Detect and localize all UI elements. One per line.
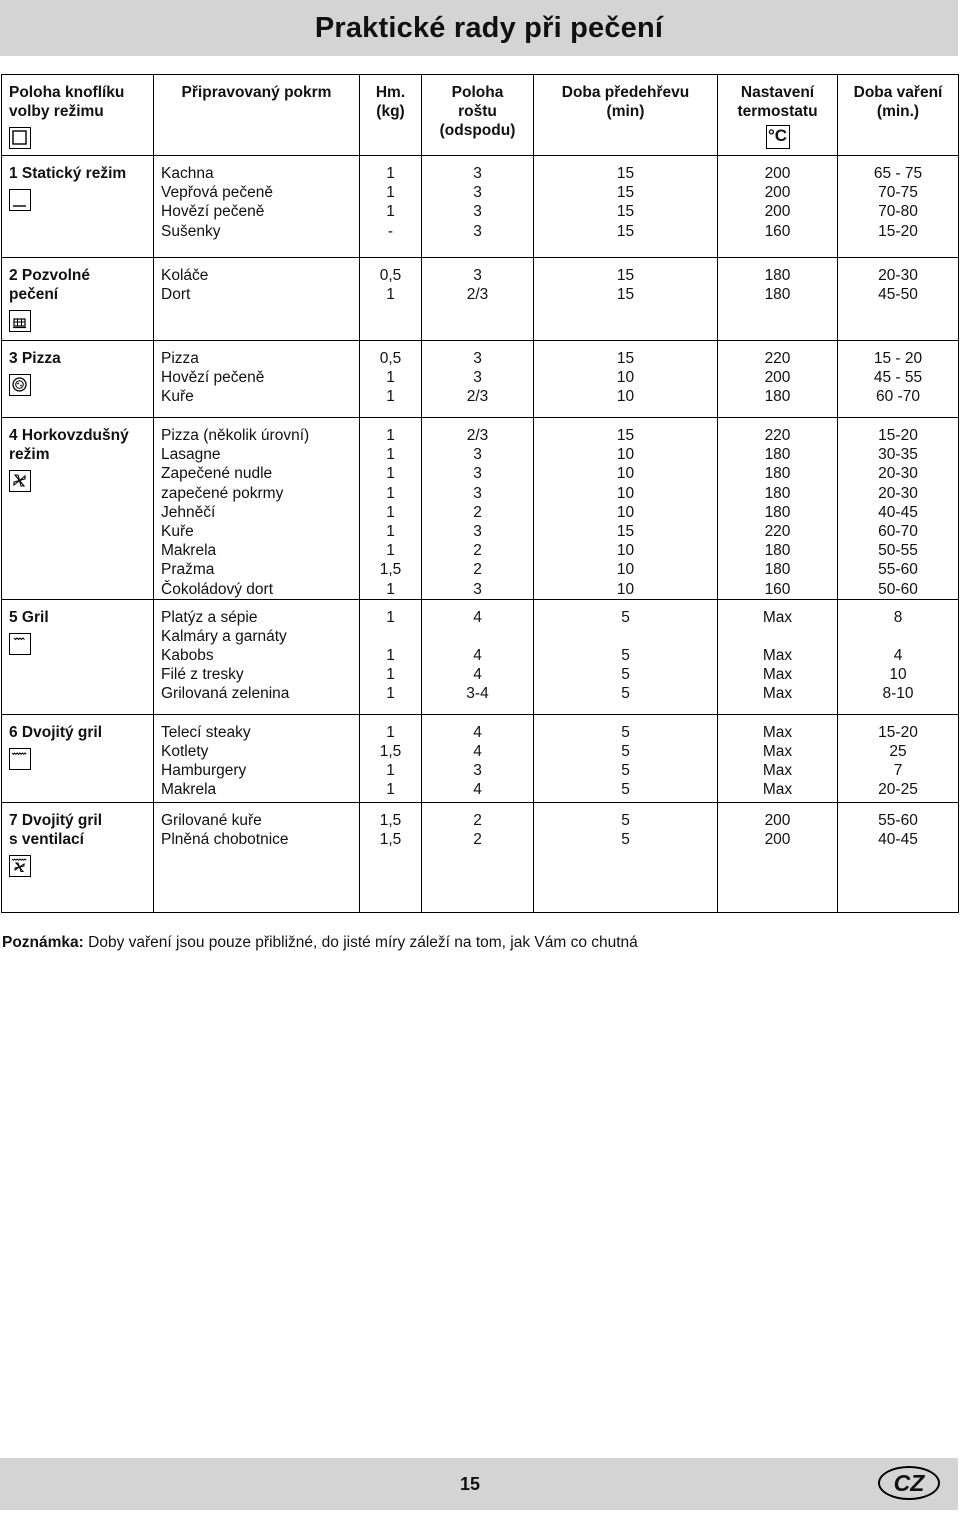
dish-value: Plněná chobotnice bbox=[161, 830, 289, 848]
header-preheat: Doba předehřevu (min) bbox=[534, 75, 718, 156]
static-mode-icon bbox=[9, 189, 31, 211]
weight-value: 1 bbox=[386, 647, 395, 665]
temp-cell bbox=[718, 714, 838, 802]
weight-value: - bbox=[387, 222, 394, 240]
time-value: 7 bbox=[893, 762, 903, 780]
weight-value: 1 bbox=[386, 427, 395, 444]
dish-value: Koláče bbox=[161, 267, 209, 284]
weight-value: 1 bbox=[386, 542, 395, 560]
shelf-value: 3 bbox=[473, 350, 482, 367]
shelf-value: 3 bbox=[473, 522, 482, 540]
temp-value bbox=[718, 627, 837, 646]
dish-value: Kabobs bbox=[161, 647, 214, 665]
dish-value: Pizza bbox=[161, 350, 199, 367]
weight-cell bbox=[360, 258, 422, 341]
time-value: 65 - 75 bbox=[873, 165, 923, 182]
title-bar bbox=[0, 0, 958, 56]
temp-value: 200 bbox=[764, 811, 791, 829]
time-value: 55-60 bbox=[878, 811, 918, 829]
weight-value: 1 bbox=[386, 184, 395, 202]
dish-value: Filé z tresky bbox=[161, 666, 244, 684]
mode-row bbox=[2, 156, 959, 258]
mode-cell bbox=[2, 714, 154, 802]
preheat-value: 15 bbox=[616, 286, 635, 304]
temp-value: 180 bbox=[764, 542, 791, 560]
shelf-cell bbox=[422, 802, 534, 912]
shelf-value: 3 bbox=[473, 465, 482, 483]
time-value: 20-30 bbox=[878, 267, 918, 284]
mode-cell bbox=[2, 341, 154, 418]
table-header-row bbox=[2, 75, 959, 156]
dish-value: Hamburgery bbox=[161, 762, 247, 780]
mode-cell bbox=[2, 258, 154, 341]
shelf-cell bbox=[422, 156, 534, 258]
preheat-value: 5 bbox=[621, 723, 630, 741]
slow-bake-icon bbox=[9, 310, 31, 332]
weight-value: 1,5 bbox=[379, 561, 402, 579]
preheat-value: 5 bbox=[621, 762, 630, 780]
shelf-cell bbox=[422, 341, 534, 418]
dish-value: Hovězí pečeně bbox=[161, 369, 265, 387]
shelf-value: 2 bbox=[473, 811, 482, 829]
shelf-value: 3 bbox=[473, 267, 482, 284]
temp-value: Max bbox=[762, 742, 793, 760]
header-shelf: Poloha roštu (odspodu) bbox=[422, 75, 534, 156]
language-badge: CZ bbox=[878, 1466, 940, 1500]
weight-value: 1 bbox=[386, 781, 395, 799]
time-value: 25 bbox=[889, 742, 907, 760]
oven-mode-icon bbox=[9, 127, 31, 149]
weight-value: 1,5 bbox=[379, 811, 402, 829]
time-value: 20-25 bbox=[878, 781, 918, 799]
time-value: 60-70 bbox=[878, 522, 918, 540]
mode-name: 5 Gril bbox=[9, 608, 49, 626]
temp-cell bbox=[718, 599, 838, 714]
temp-value: 200 bbox=[764, 369, 791, 387]
shelf-value: 2/3 bbox=[466, 286, 489, 304]
preheat-cell bbox=[534, 341, 718, 418]
temp-value: Max bbox=[762, 666, 793, 684]
temp-cell bbox=[718, 802, 838, 912]
temp-value: 220 bbox=[764, 427, 791, 444]
time-value: 15-20 bbox=[878, 723, 918, 741]
temp-value: 180 bbox=[764, 484, 791, 502]
preheat-value: 15 bbox=[616, 184, 635, 202]
mode-name: 7 Dvojitý gril bbox=[9, 811, 103, 829]
mode-row bbox=[2, 258, 959, 341]
dish-cell bbox=[154, 156, 360, 258]
time-value: 30-35 bbox=[878, 446, 918, 464]
time-cell bbox=[838, 341, 959, 418]
mode-name: pečení bbox=[9, 286, 59, 304]
weight-value: 1 bbox=[386, 723, 395, 741]
preheat-cell bbox=[534, 418, 718, 600]
time-cell bbox=[838, 156, 959, 258]
preheat-value: 15 bbox=[616, 222, 635, 240]
shelf-value bbox=[422, 627, 533, 646]
mode-name: 3 Pizza bbox=[9, 350, 61, 367]
shelf-value: 4 bbox=[473, 723, 482, 741]
dish-value: Grilovaná zelenina bbox=[161, 685, 290, 703]
dish-value: Jehněčí bbox=[161, 503, 216, 521]
mode-name: 4 Horkovzdušný bbox=[9, 427, 129, 444]
page-title: Praktické rady při pečení bbox=[314, 11, 664, 44]
temp-cell bbox=[718, 258, 838, 341]
weight-value: 1 bbox=[386, 446, 395, 464]
preheat-value: 5 bbox=[621, 608, 630, 626]
mode-row bbox=[2, 802, 959, 912]
grill-icon bbox=[9, 633, 31, 655]
preheat-value: 5 bbox=[621, 830, 630, 848]
temp-value: 180 bbox=[764, 388, 791, 406]
preheat-value: 10 bbox=[616, 369, 635, 387]
dish-value: Lasagne bbox=[161, 446, 221, 464]
dish-value: Kuře bbox=[161, 388, 194, 406]
weight-cell bbox=[360, 599, 422, 714]
weight-value: 0,5 bbox=[379, 267, 402, 284]
preheat-value: 5 bbox=[621, 685, 630, 703]
header-weight: Hm. (kg) bbox=[360, 75, 422, 156]
time-value: 40-45 bbox=[878, 503, 918, 521]
mode-name: s ventilací bbox=[9, 830, 84, 848]
time-value bbox=[838, 627, 958, 646]
weight-value: 1 bbox=[386, 369, 395, 387]
mode-cell bbox=[2, 156, 154, 258]
time-value: 8-10 bbox=[882, 685, 914, 703]
shelf-value: 4 bbox=[473, 608, 482, 626]
dish-value: Hovězí pečeně bbox=[161, 203, 265, 221]
mode-row bbox=[2, 418, 959, 600]
preheat-cell bbox=[534, 258, 718, 341]
note-text: Doby vaření jsou pouze přibližné, do jisté míry záleží na tom, jak Vám co chutná bbox=[83, 934, 638, 951]
double-grill-icon bbox=[9, 748, 31, 770]
dish-value: Kalmáry a garnáty bbox=[161, 627, 287, 645]
preheat-value: 5 bbox=[621, 647, 630, 665]
temp-value: 180 bbox=[764, 561, 791, 579]
preheat-value: 10 bbox=[616, 465, 635, 483]
weight-value: 1 bbox=[386, 165, 395, 182]
temp-value: Max bbox=[762, 685, 793, 703]
temp-cell bbox=[718, 341, 838, 418]
mode-row bbox=[2, 341, 959, 418]
header-mode: Poloha knoflíku volby režimu bbox=[2, 75, 154, 156]
preheat-value: 5 bbox=[621, 666, 630, 684]
shelf-value: 3 bbox=[473, 446, 482, 464]
shelf-value: 3-4 bbox=[466, 685, 489, 703]
shelf-value: 3 bbox=[473, 484, 482, 502]
weight-value: 1 bbox=[386, 762, 395, 780]
dish-value: Vepřová pečeně bbox=[161, 184, 274, 202]
temp-value: 200 bbox=[764, 830, 791, 848]
time-value: 20-30 bbox=[878, 484, 918, 502]
preheat-value: 10 bbox=[616, 580, 635, 598]
temp-value: 180 bbox=[764, 465, 791, 483]
temp-value: 200 bbox=[764, 165, 791, 182]
time-value: 15-20 bbox=[878, 427, 918, 444]
time-value: 15-20 bbox=[878, 222, 918, 240]
preheat-value: 10 bbox=[616, 484, 635, 502]
temp-value: 200 bbox=[764, 184, 791, 202]
dish-cell bbox=[154, 341, 360, 418]
header-thermostat: Nastavení termostatu °C bbox=[718, 75, 838, 156]
temp-value: 160 bbox=[764, 222, 791, 240]
header-dish: Připravovaný pokrm bbox=[154, 75, 360, 156]
shelf-value: 4 bbox=[473, 666, 482, 684]
mode-cell bbox=[2, 418, 154, 600]
time-value: 8 bbox=[893, 608, 903, 626]
dish-cell bbox=[154, 802, 360, 912]
temp-value: Max bbox=[762, 762, 793, 780]
preheat-value: 10 bbox=[616, 446, 635, 464]
pizza-mode-icon bbox=[9, 374, 31, 396]
mode-name: 2 Pozvolné bbox=[9, 267, 90, 284]
dish-value: Zapečené nudle bbox=[161, 465, 273, 483]
dish-value: Pražma bbox=[161, 561, 215, 579]
shelf-cell bbox=[422, 418, 534, 600]
preheat-value: 5 bbox=[621, 811, 630, 829]
shelf-value: 3 bbox=[473, 222, 482, 240]
shelf-value: 4 bbox=[473, 742, 482, 760]
temp-value: 180 bbox=[764, 267, 791, 284]
weight-value: 1 bbox=[386, 465, 395, 483]
baking-table bbox=[1, 74, 959, 913]
page-number: 15 bbox=[460, 1474, 481, 1494]
time-cell bbox=[838, 599, 959, 714]
weight-value: 1,5 bbox=[379, 830, 402, 848]
dish-value: zapečené pokrmy bbox=[161, 484, 284, 502]
time-value: 10 bbox=[889, 666, 907, 684]
note-label: Poznámka: bbox=[2, 934, 84, 951]
weight-value: 1 bbox=[386, 503, 395, 521]
preheat-cell bbox=[534, 714, 718, 802]
dish-cell bbox=[154, 258, 360, 341]
weight-value: 1 bbox=[386, 522, 395, 540]
preheat-value: 15 bbox=[616, 427, 635, 444]
mode-name: 1 Statický režim bbox=[9, 165, 127, 182]
shelf-cell bbox=[422, 258, 534, 341]
shelf-value: 2/3 bbox=[466, 427, 489, 444]
weight-value: 1 bbox=[386, 203, 395, 221]
time-value: 55-60 bbox=[878, 561, 918, 579]
temp-cell bbox=[718, 156, 838, 258]
dish-cell bbox=[154, 418, 360, 600]
time-value: 45 - 55 bbox=[873, 369, 923, 387]
dish-value: Platýz a sépie bbox=[161, 608, 258, 626]
shelf-value: 4 bbox=[473, 647, 482, 665]
weight-cell bbox=[360, 802, 422, 912]
shelf-value: 2/3 bbox=[466, 388, 489, 406]
time-value: 70-80 bbox=[878, 203, 918, 221]
shelf-value: 3 bbox=[473, 203, 482, 221]
temp-value: 160 bbox=[764, 580, 791, 598]
weight-value: 1 bbox=[386, 580, 395, 598]
dish-cell bbox=[154, 599, 360, 714]
dish-cell bbox=[154, 714, 360, 802]
preheat-cell bbox=[534, 802, 718, 912]
preheat-value: 10 bbox=[616, 561, 635, 579]
weight-value bbox=[360, 627, 421, 646]
shelf-value: 3 bbox=[473, 580, 482, 598]
preheat-value: 15 bbox=[616, 267, 635, 284]
fan-grill-icon bbox=[9, 855, 31, 877]
shelf-value: 4 bbox=[473, 781, 482, 799]
time-value: 50-60 bbox=[878, 580, 918, 598]
temp-value: 180 bbox=[764, 503, 791, 521]
weight-value: 1 bbox=[386, 484, 395, 502]
time-value: 60 -70 bbox=[876, 388, 920, 406]
mode-name: režim bbox=[9, 446, 50, 464]
dish-value: Kotlety bbox=[161, 742, 209, 760]
temp-value: Max bbox=[762, 723, 793, 741]
preheat-value: 15 bbox=[616, 350, 635, 367]
shelf-value: 3 bbox=[473, 369, 482, 387]
time-cell bbox=[838, 418, 959, 600]
temp-value: Max bbox=[762, 647, 793, 665]
temp-value: Max bbox=[762, 608, 793, 626]
temp-value: 220 bbox=[764, 522, 791, 540]
weight-value: 1,5 bbox=[379, 742, 402, 760]
dish-value: Dort bbox=[161, 286, 191, 304]
time-value: 70-75 bbox=[878, 184, 918, 202]
weight-cell bbox=[360, 418, 422, 600]
dish-value: Grilované kuře bbox=[161, 811, 262, 829]
mode-cell bbox=[2, 599, 154, 714]
dish-value: Makrela bbox=[161, 542, 217, 560]
preheat-cell bbox=[534, 599, 718, 714]
mode-row bbox=[2, 599, 959, 714]
dish-value: Pizza (několik úrovní) bbox=[161, 427, 310, 444]
fan-mode-icon bbox=[9, 470, 31, 492]
time-cell bbox=[838, 802, 959, 912]
time-value: 4 bbox=[893, 647, 903, 665]
note bbox=[2, 934, 638, 952]
time-cell bbox=[838, 258, 959, 341]
shelf-value: 2 bbox=[473, 830, 482, 848]
temp-value: 200 bbox=[764, 203, 791, 221]
time-value: 15 - 20 bbox=[873, 350, 923, 367]
mode-cell bbox=[2, 802, 154, 912]
time-value: 45-50 bbox=[878, 286, 918, 304]
dish-value: Čokoládový dort bbox=[161, 580, 274, 598]
weight-cell bbox=[360, 156, 422, 258]
weight-cell bbox=[360, 341, 422, 418]
preheat-value bbox=[534, 627, 717, 646]
temp-cell bbox=[718, 418, 838, 600]
temp-value: Max bbox=[762, 781, 793, 799]
shelf-value: 2 bbox=[473, 561, 482, 579]
shelf-value: 2 bbox=[473, 503, 482, 521]
weight-value: 1 bbox=[386, 286, 395, 304]
dish-value: Sušenky bbox=[161, 222, 221, 240]
weight-value: 1 bbox=[386, 388, 395, 406]
thermometer-celsius-icon: °C bbox=[766, 125, 790, 149]
temp-value: 180 bbox=[764, 286, 791, 304]
shelf-cell bbox=[422, 714, 534, 802]
preheat-value: 5 bbox=[621, 781, 630, 799]
weight-cell bbox=[360, 714, 422, 802]
preheat-value: 15 bbox=[616, 522, 635, 540]
preheat-value: 15 bbox=[616, 165, 635, 182]
header-cooktime: Doba vaření (min.) bbox=[838, 75, 959, 156]
shelf-value: 2 bbox=[473, 542, 482, 560]
weight-value: 0,5 bbox=[379, 350, 402, 367]
dish-value: Kuře bbox=[161, 522, 194, 540]
dish-value: Telecí steaky bbox=[161, 723, 251, 741]
preheat-value: 10 bbox=[616, 388, 635, 406]
shelf-value: 3 bbox=[473, 762, 482, 780]
preheat-value: 10 bbox=[616, 503, 635, 521]
time-value: 50-55 bbox=[878, 542, 918, 560]
preheat-value: 15 bbox=[616, 203, 635, 221]
preheat-value: 10 bbox=[616, 542, 635, 560]
time-cell bbox=[838, 714, 959, 802]
dish-value: Makrela bbox=[161, 781, 217, 799]
preheat-value: 5 bbox=[621, 742, 630, 760]
time-value: 40-45 bbox=[878, 830, 918, 848]
shelf-value: 3 bbox=[473, 165, 482, 182]
temp-value: 180 bbox=[764, 446, 791, 464]
mode-row bbox=[2, 714, 959, 802]
shelf-cell bbox=[422, 599, 534, 714]
dish-value: Kachna bbox=[161, 165, 214, 182]
time-value: 20-30 bbox=[878, 465, 918, 483]
weight-value: 1 bbox=[386, 666, 395, 684]
mode-name: 6 Dvojitý gril bbox=[9, 723, 103, 741]
weight-value: 1 bbox=[386, 608, 395, 626]
weight-value: 1 bbox=[386, 685, 395, 703]
preheat-cell bbox=[534, 156, 718, 258]
temp-value: 220 bbox=[764, 350, 791, 367]
shelf-value: 3 bbox=[473, 184, 482, 202]
